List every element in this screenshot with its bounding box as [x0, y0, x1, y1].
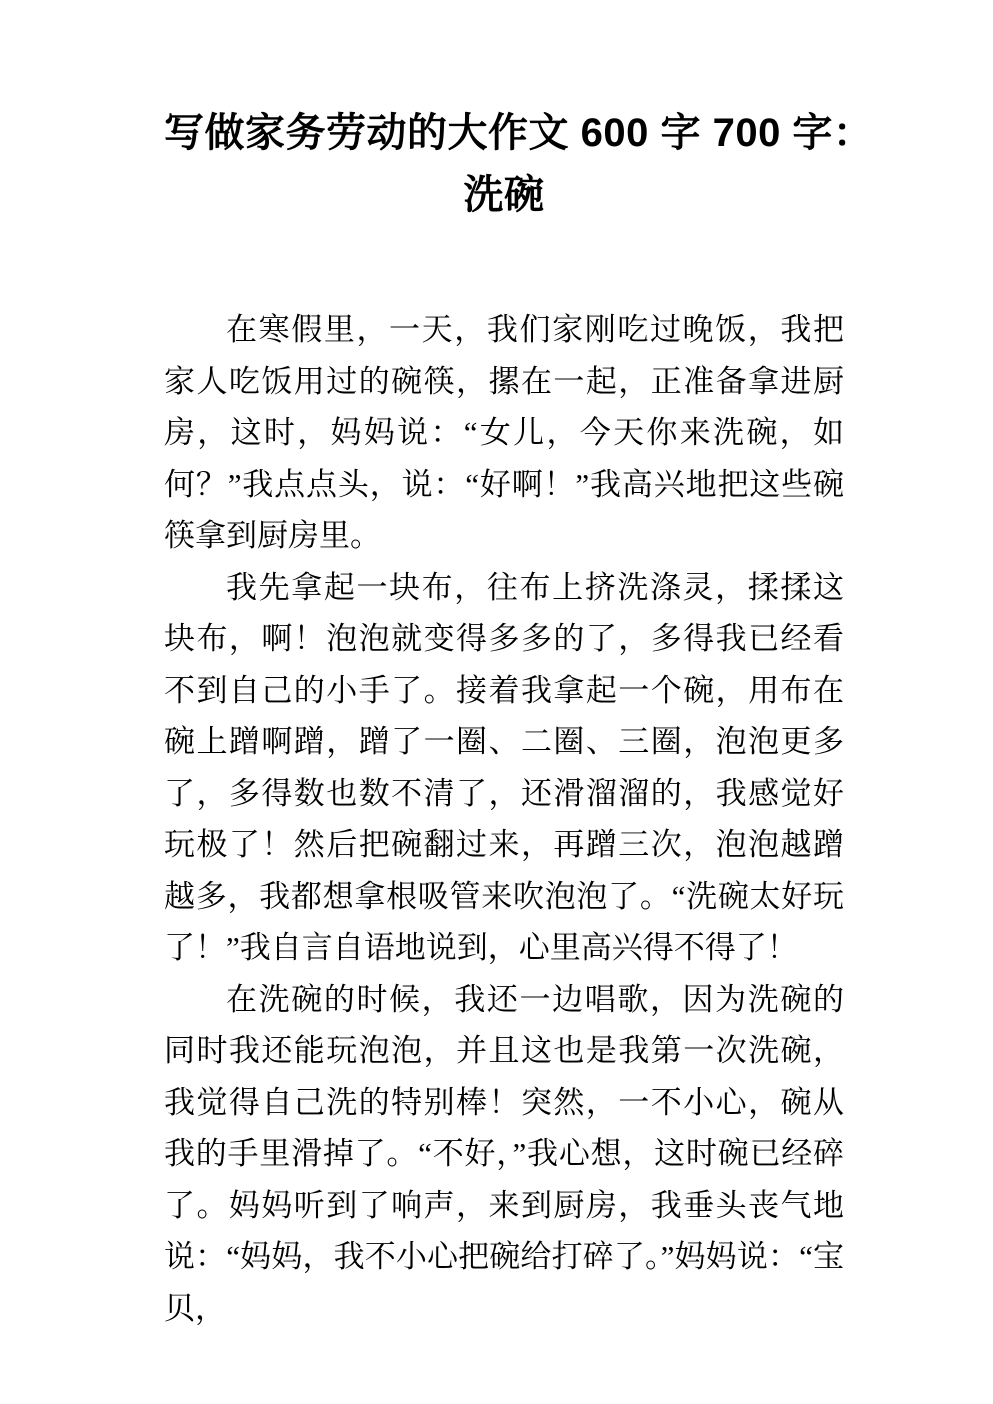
essay-body	[164, 304, 844, 1334]
page-title	[164, 102, 874, 226]
page-title-line-2: 洗碗	[463, 173, 545, 217]
essay-paragraph-3: 在洗碗的时候，我还一边唱歌，因为洗碗的同时我还能玩泡泡，并且这也是我第一次洗碗，我觉得自己洗的特别棒！突然，一不小心，碗从我的手里滑掉了。“不好，”我心想，这时碗已经碎了。妈妈听到了响声，来到厨房，我垂头丧气地说：“妈妈，我不小心把碗给打碎了。”妈妈说：“宝贝，	[164, 981, 844, 1326]
page-title-line-1: 写做家务劳动的大作文 600 字 700 字：	[164, 111, 874, 155]
essay-paragraph-2: 我先拿起一块布，往布上挤洗涤灵，揉揉这块布，啊！泡泡就变得多多的了，多得我已经看不到自己的小手了。接着我拿起一个碗，用布在碗上蹭啊蹭，蹭了一圈、二圈、三圈，泡泡更多了，多得数也数不清了，还滑溜溜的，我感觉好玩极了！然后把碗翻过来，再蹭三次，泡泡越蹭越多，我都想拿根吸管来吹泡泡了。“洗碗太好玩了！”我自言自语地说到，心里高兴得不得了！	[164, 569, 844, 965]
essay-paragraph-1: 在寒假里，一天，我们家刚吃过晚饭，我把家人吃饭用过的碗筷，摞在一起，正准备拿进厨房，这时，妈妈说：“女儿，今天你来洗碗，如何？”我点点头，说：“好啊！”我高兴地把这些碗筷拿到厨房里。	[164, 312, 844, 553]
